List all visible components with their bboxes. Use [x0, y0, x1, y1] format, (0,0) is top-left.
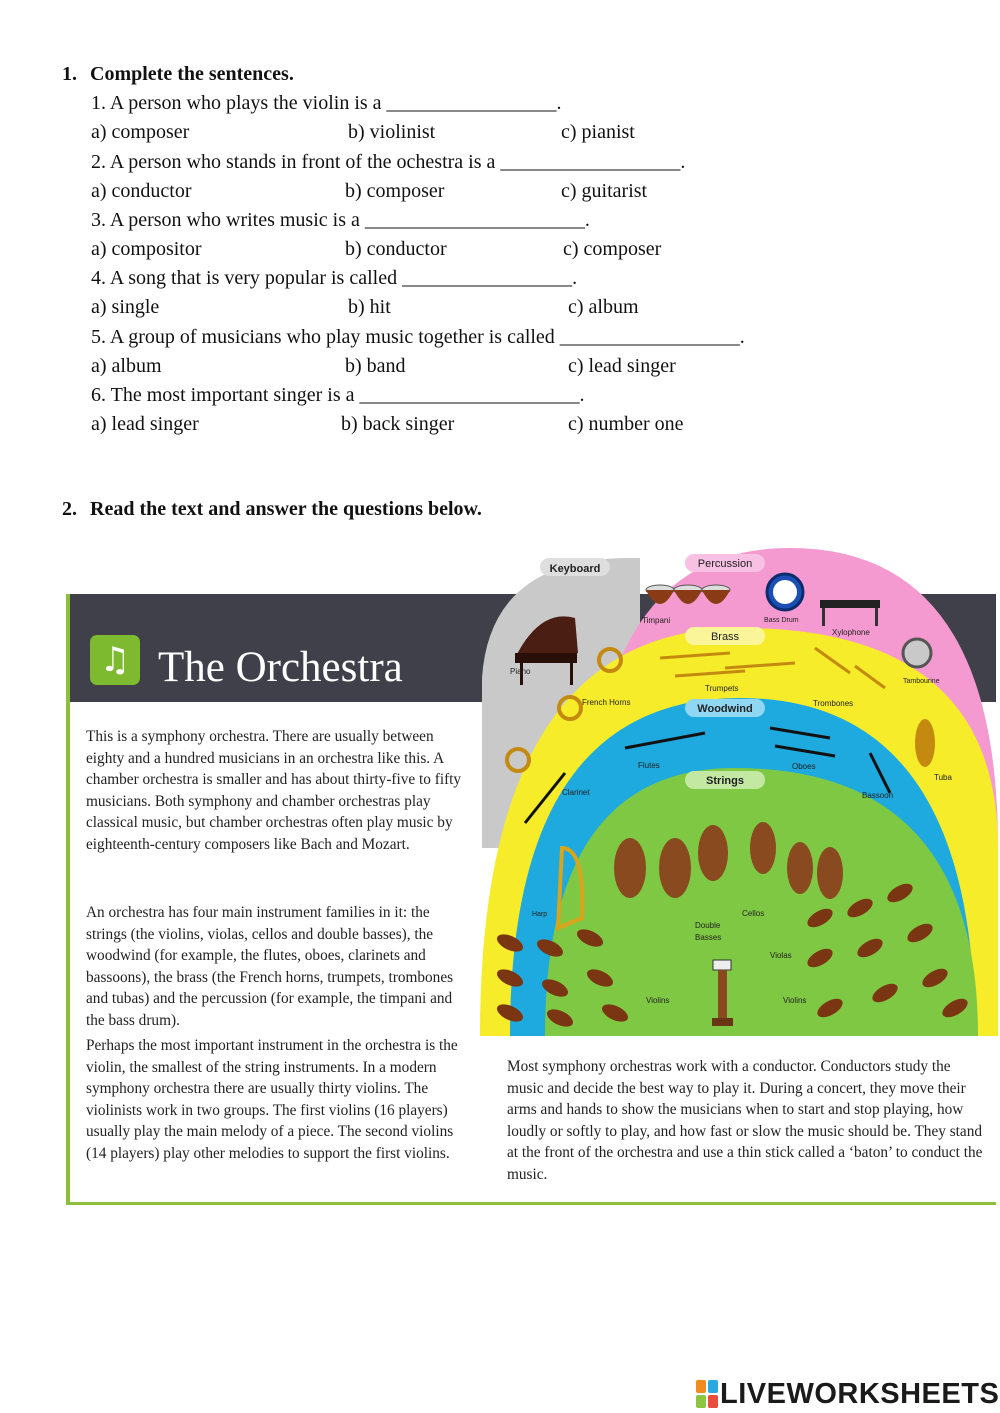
orchestra-paragraph-4: Most symphony orchestras work with a conductor. Conductors study the music and decide the best way to play it. During a concert, they move their arms and hands to show the musicians when to start and stop playing, how loudly or softly to play, and how fast or slow the music should be. They stand at the front of the orchestra and use a thin stick called a ‘baton’ to conduct the music.	[507, 1058, 983, 1183]
strings-label: Strings	[706, 775, 744, 787]
exercise-1-title: Complete the sentences.	[90, 63, 294, 85]
bassoon-label: Bassoon	[862, 791, 894, 800]
tuba-label: Tuba	[934, 773, 952, 782]
question-1-text: 1. A person who plays the violin is a _________________.	[91, 92, 562, 114]
oboes-label: Oboes	[792, 762, 816, 771]
keyboard-label: Keyboard	[549, 563, 601, 575]
question-4-option-c: c) album	[568, 296, 639, 318]
question-3-option-c: c) composer	[563, 238, 662, 260]
question-6-option-b: b) back singer	[341, 413, 455, 435]
liveworksheets-icon	[696, 1380, 718, 1408]
exercise-1-number: 1.	[62, 63, 77, 85]
orchestra-paragraph-2: An orchestra has four main instrument families in it: the strings (the violins, violas, cellos and double basses), the woodwind (for example, the flutes, oboes, clarinets and bassoons), the brass (the French horns, trumpets, trombones and tubas) and the percussion (for example, the timpani and the bass drum).	[86, 904, 454, 1029]
question-3-option-a: a) compositor	[91, 238, 202, 260]
question-6-text: 6. The most important singer is a ______________________.	[91, 384, 585, 406]
question-1-option-c: c) pianist	[561, 121, 635, 143]
question-1-option-a: a) composer	[91, 121, 190, 143]
exercise-1-heading	[62, 63, 294, 86]
liveworksheets-brand: LIVEWORKSHEETS	[720, 1377, 1000, 1410]
question-2-option-a: a) conductor	[91, 180, 192, 202]
question-5-option-b: b) band	[345, 355, 406, 377]
question-3-text: 3. A person who writes music is a ______________________.	[91, 209, 590, 231]
violas-label: Violas	[770, 951, 792, 960]
timpani-label: Timpani	[642, 616, 671, 625]
question-1-option-b: b) violinist	[348, 121, 436, 143]
question-5-option-a: a) album	[91, 355, 162, 377]
exercise-2-number: 2.	[62, 498, 77, 520]
piano-label: Piano	[510, 667, 531, 676]
clarinet-label: Clarinet	[562, 788, 590, 797]
question-5-text: 5. A group of musicians who play music together is called __________________.	[91, 326, 745, 348]
question-2-option-c: c) guitarist	[561, 180, 648, 202]
bass-drum-label: Bass Drum	[764, 617, 799, 624]
double-basses-label-1: Double	[695, 921, 721, 930]
question-3-option-b: b) conductor	[345, 238, 447, 260]
brass-label: Brass	[710, 631, 740, 643]
harp-label: Harp	[532, 911, 548, 918]
question-6-option-a: a) lead singer	[91, 413, 199, 435]
question-4-option-b: b) hit	[348, 296, 391, 318]
percussion-label: Percussion	[697, 558, 753, 570]
tuba-icon	[915, 719, 935, 767]
question-4-text: 4. A song that is very popular is called _________________.	[91, 267, 578, 289]
woodwind-label: Woodwind	[697, 703, 753, 715]
orchestra-title: The Orchestra	[158, 644, 403, 691]
violins-right-label: Violins	[783, 996, 807, 1005]
french-horns-label: French Horns	[582, 698, 631, 707]
exercise-2-title: Read the text and answer the questions below.	[90, 498, 482, 520]
trombones-label: Trombones	[813, 699, 854, 708]
question-2-text: 2. A person who stands in front of the ochestra is a __________________.	[91, 151, 686, 173]
question-5-option-c: c) lead singer	[568, 355, 676, 377]
tambourine-icon	[903, 639, 931, 667]
violins-left-label: Violins	[646, 996, 670, 1005]
question-6-option-c: c) number one	[568, 413, 684, 435]
panel-left-border	[66, 594, 70, 1204]
orchestra-paragraph-3: Perhaps the most important instrument in the orchestra is the violin, the smallest of the string instruments. In a modern symphony orchestra there are usually thirty violins. The violinists work in two groups. The first violins (16 players) usually play the main melody of a piece. The second violins (14 players) play other melodies to support the first violins.	[86, 1037, 458, 1162]
bass-drum-icon	[767, 574, 803, 610]
trumpets-label: Trumpets	[705, 684, 739, 693]
orchestra-paragraph-1: This is a symphony orchestra. There are usually between eighty and a hundred musicians in an orchestra like this. A chamber orchestra is smaller and has about thirty-five to fifty musicians. Both symphony and chamber orchestras play classical music, but chamber orchestras often play music by eighteenth-century composers like Bach and Mozart.	[86, 728, 462, 853]
question-2-option-b: b) composer	[345, 180, 445, 202]
exercise-2-heading	[62, 498, 482, 521]
music-note-icon: ♫	[90, 635, 140, 685]
tambourine-label: Tambourine	[903, 678, 940, 685]
question-4-option-a: a) single	[91, 296, 160, 318]
double-basses-label-2: Basses	[695, 933, 722, 942]
timpani-icon	[646, 585, 730, 604]
xylophone-label: Xylophone	[832, 628, 870, 637]
panel-bottom-border	[66, 1202, 996, 1205]
flutes-label: Flutes	[638, 761, 660, 770]
orchestra-seating-diagram	[470, 548, 1000, 1038]
liveworksheets-logo	[696, 1378, 999, 1410]
cellos-label: Cellos	[742, 909, 765, 918]
